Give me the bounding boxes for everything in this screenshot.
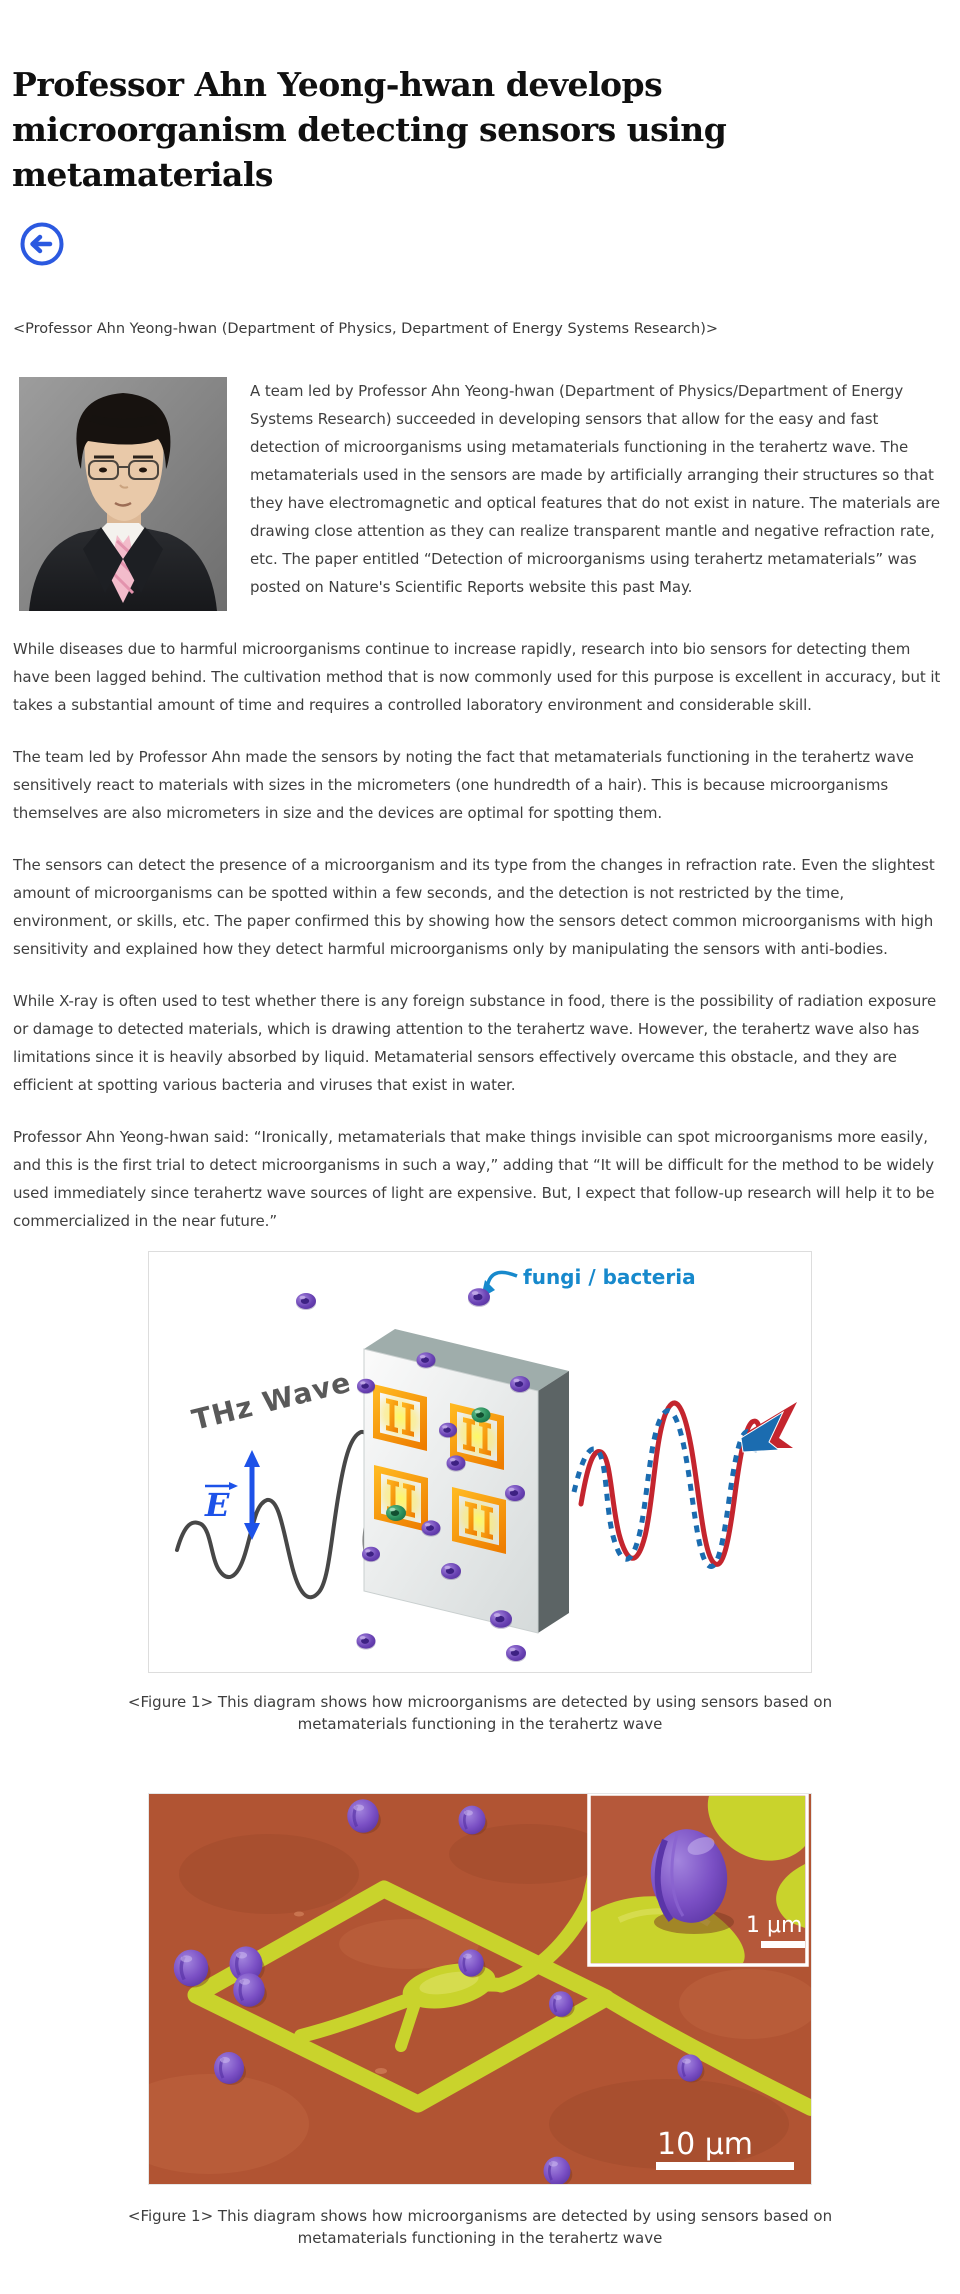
page-title: Professor Ahn Yeong-hwan develops microorganism detecting sensors using metamaterials: [12, 65, 727, 194]
paragraph: While diseases due to harmful microorganisms continue to increase rapidly, research into bio sensors for detecting them have been lagged behind. The cultivation method that is now commonly used for this purpose is excellent in accuracy, but it takes a substantial amount of time and requires a controlled laboratory environment and considerable skill.: [13, 640, 941, 714]
byline: <Professor Ahn Yeong-hwan (Department of Physics, Department of Energy Systems Research)>: [13, 321, 719, 337]
inset-scale-label: 1 μm: [746, 1913, 803, 1938]
main-scale-bar: [656, 2162, 794, 2170]
paragraph: The team led by Professor Ahn made the sensors by noting the fact that metamaterials functioning in the terahertz wave sensitively react to materials with sizes in the micrometers (one hundredth of a hair). This is because microorganisms themselves are also micrometers in size and the devices are optimal for spotting them.: [13, 748, 914, 822]
figure-1: [0, 1251, 960, 1735]
paragraph: The sensors can detect the presence of a microorganism and its type from the changes in refraction rate. Even the slightest amount of microorganisms can be spotted within a few seconds, and the detection is not restricted by the time, environment, or skills, etc. The paper confirmed this by showing how the sensors detect common microorganisms with high sensitivity and explained how they detect harmful microorganisms only by manipulating the sensors with anti-bodies.: [13, 856, 935, 958]
paragraph: A team led by Professor Ahn Yeong-hwan (Department of Physics/Department of Energy Systems Research) succeeded in developing sensors that allow for the easy and fast detection of microorganisms using metamaterials functioning in the terahertz wave. The metamaterials used in the sensors are made by artificially arranging their structures so that they have electromagnetic and optical features that do not exist in nature. The materials are drawing close attention as they can realize transparent mantle and negative refraction rate, etc. The paper entitled “Detection of microorganisms using terahertz metamaterials” was posted on Nature's Scientific Reports website this past May.: [250, 382, 941, 596]
thz-wave-label: THz Wave: [188, 1365, 355, 1437]
back-button[interactable]: [19, 221, 65, 267]
metamaterial-slab: [364, 1329, 569, 1633]
inset-scale-bar: [761, 1941, 805, 1948]
paragraph: While X-ray is often used to test whether there is any foreign substance in food, there is the possibility of radiation exposure or damage to detected materials, which is drawing attention to the terahertz wave. However, the terahertz wave also has limitations since it is heavily absorbed by liquid. Metamaterial sensors effectively overcame this obstacle, and they are efficient at spotting various bacteria and viruses that exist in water.: [13, 992, 937, 1094]
sem-inset: [589, 1794, 807, 1965]
figure-2-sem-image: [148, 1793, 812, 2185]
figure-1-caption: <Figure 1> This diagram shows how microorganisms are detected by using sensors based on metamaterials functioning in the terahertz wave: [127, 1693, 833, 1733]
intro-section: [19, 377, 946, 611]
paragraph: Professor Ahn Yeong-hwan said: “Ironically, metamaterials that make things invisible can spot microorganisms more easily, and this is the first trial to detect microorganisms in such a way,” adding that “It will be difficult for the method to be widely used immediately since terahertz wave sources of light are expensive. But, I expect that follow-up research will help it to be commercialized in the near future.”: [13, 1128, 935, 1230]
fungi-bacteria-label: fungi / bacteria: [523, 1265, 696, 1289]
main-scale-label: 10 μm: [657, 2127, 754, 2162]
figure-2: [0, 1793, 960, 2249]
figure-2-caption: <Figure 1> This diagram shows how microorganisms are detected by using sensors based on metamaterials functioning in the terahertz wave: [127, 2207, 833, 2247]
article-page: [0, 62, 960, 2294]
figure-1-diagram: [148, 1251, 812, 1673]
back-arrow-icon: [19, 221, 65, 267]
professor-portrait: [19, 377, 227, 611]
e-field-label: E: [205, 1486, 230, 1524]
